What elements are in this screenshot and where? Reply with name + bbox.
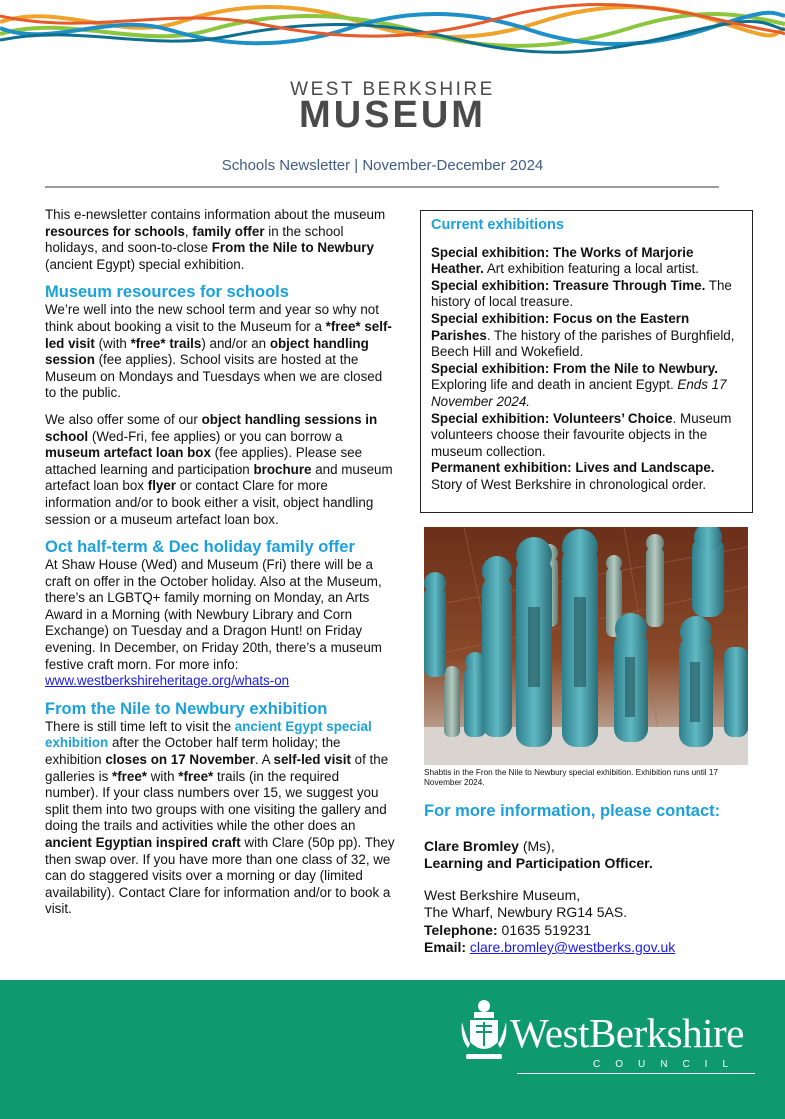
contact-person: Clare Bromley (Ms), Learning and Participation Officer. bbox=[424, 837, 653, 871]
photo-caption: Shabtis in the Fron the Nile to Newbury special exhibition. Exhibition runs until 17 November 2024. bbox=[424, 768, 718, 787]
exhibition-item: Special exhibition: The Works of Marjorie Heather. Art exhibition featuring a local artist. bbox=[431, 244, 699, 277]
exhibition-item: Special exhibition: Volunteers’ Choice. Museum volunteers choose their favourite objects in the museum collection. bbox=[431, 410, 732, 459]
council-name: WestBerkshire bbox=[510, 1010, 744, 1056]
intro-paragraph: This e-newsletter contains information about the museum resources for schools, family offer in the school holidays, and soon-to-close From the Nile to Newbury (ancient Egypt) special exhibition. bbox=[45, 207, 386, 272]
exhibition-item: Special exhibition: Treasure Through Time. The history of local treasure. bbox=[431, 277, 732, 310]
current-exhibitions-box bbox=[420, 210, 753, 513]
council-subtitle: COUNCIL bbox=[593, 1059, 744, 1070]
decorative-waves bbox=[0, 0, 785, 60]
museum-logo-line2: MUSEUM bbox=[299, 94, 486, 136]
museum-logo-line1: WEST BERKSHIRE bbox=[290, 79, 495, 100]
contact-details: West Berkshire Museum, The Wharf, Newbury RG14 5AS. Telephone: 01635 519231 Email: clare.bromley@westberks.gov.uk bbox=[424, 886, 676, 955]
exhibition-item: Special exhibition: From the Nile to Newbury. Exploring life and death in ancient Egypt. Ends 17 November 2024. bbox=[431, 360, 727, 409]
whats-on-link[interactable]: www.westberkshireheritage.org/whats-on bbox=[45, 673, 290, 689]
nile-exhibition-heading: From the Nile to Newbury exhibition bbox=[45, 699, 328, 718]
resources-paragraph-1: We’re well into the new school term and year so why not think about booking a visit to the Museum for a *free* self-led visit (with *free* trails) and/or an object handling session (fee applies). School visits are hosted at the Museum on Mondays and Tuesdays when we are closed to the public. bbox=[45, 302, 392, 401]
family-offer-heading: Oct half-term & Dec holiday family offer bbox=[45, 538, 355, 557]
nile-exhibition-paragraph: There is still time left to visit the ancient Egypt special exhibition after the October half term holiday; the exhibition closes on 17 November. A self-led visit of the galleries is *free* with *free* trails (in the required number). If your class numbers over 15, we suggest you split them into two groups with one visiting the gallery and doing the trails and activities while the other does an ancient Egyptian inspired craft with Clare (50p pp). They then swap over. If you have more than one class of 32, we can do staggered visits over a morning or day (limited availability). Contact Clare for information and/or to book a visit. bbox=[45, 718, 395, 917]
family-offer-paragraph: At Shaw House (Wed) and Museum (Fri) there will be a craft on offer in the October holiday. Also at the Museum, there’s an LGBTQ+ family morning on Monday, an Arts Award in a Morning (with Newbury Library and Corn Exchange) on Tuesday and a Dragon Hunt! on Friday evening. In December, on Friday 20th, there’s a museum festive craft morn. For more info: www.westberkshireheritage.org/whats-on bbox=[45, 557, 382, 689]
newsletter-subtitle: Schools Newsletter | November-December 2024 bbox=[221, 157, 544, 174]
exhibition-item: Permanent exhibition: Lives and Landscape. Story of West Berkshire in chronological order. bbox=[431, 460, 715, 492]
resources-heading: Museum resources for schools bbox=[45, 283, 289, 302]
contact-heading: For more information, please contact: bbox=[424, 802, 721, 820]
header-divider bbox=[45, 186, 719, 188]
current-exhibitions-heading: Current exhibitions bbox=[431, 217, 564, 233]
council-crest-icon bbox=[460, 998, 508, 1064]
resources-paragraph-2: We also offer some of our object handling sessions in school (Wed-Fri, fee applies) or you can borrow a museum artefact loan box (fee applies). Please see attached learning and participation brochure and museum artefact loan box flyer or contact Clare for more information and/or to book either a visit, object handling session or a museum artefact loan box. bbox=[45, 411, 393, 527]
exhibition-item: Special exhibition: Focus on the Eastern Parishes. The history of the parishes of Burghfield, Beech Hill and Wokefield. bbox=[431, 310, 735, 360]
shabtis-photo bbox=[424, 527, 748, 765]
email-link[interactable]: clare.bromley@westberks.gov.uk bbox=[469, 939, 676, 955]
left-column bbox=[45, 207, 395, 928]
contact-section bbox=[424, 803, 764, 971]
council-underline bbox=[517, 1073, 755, 1074]
